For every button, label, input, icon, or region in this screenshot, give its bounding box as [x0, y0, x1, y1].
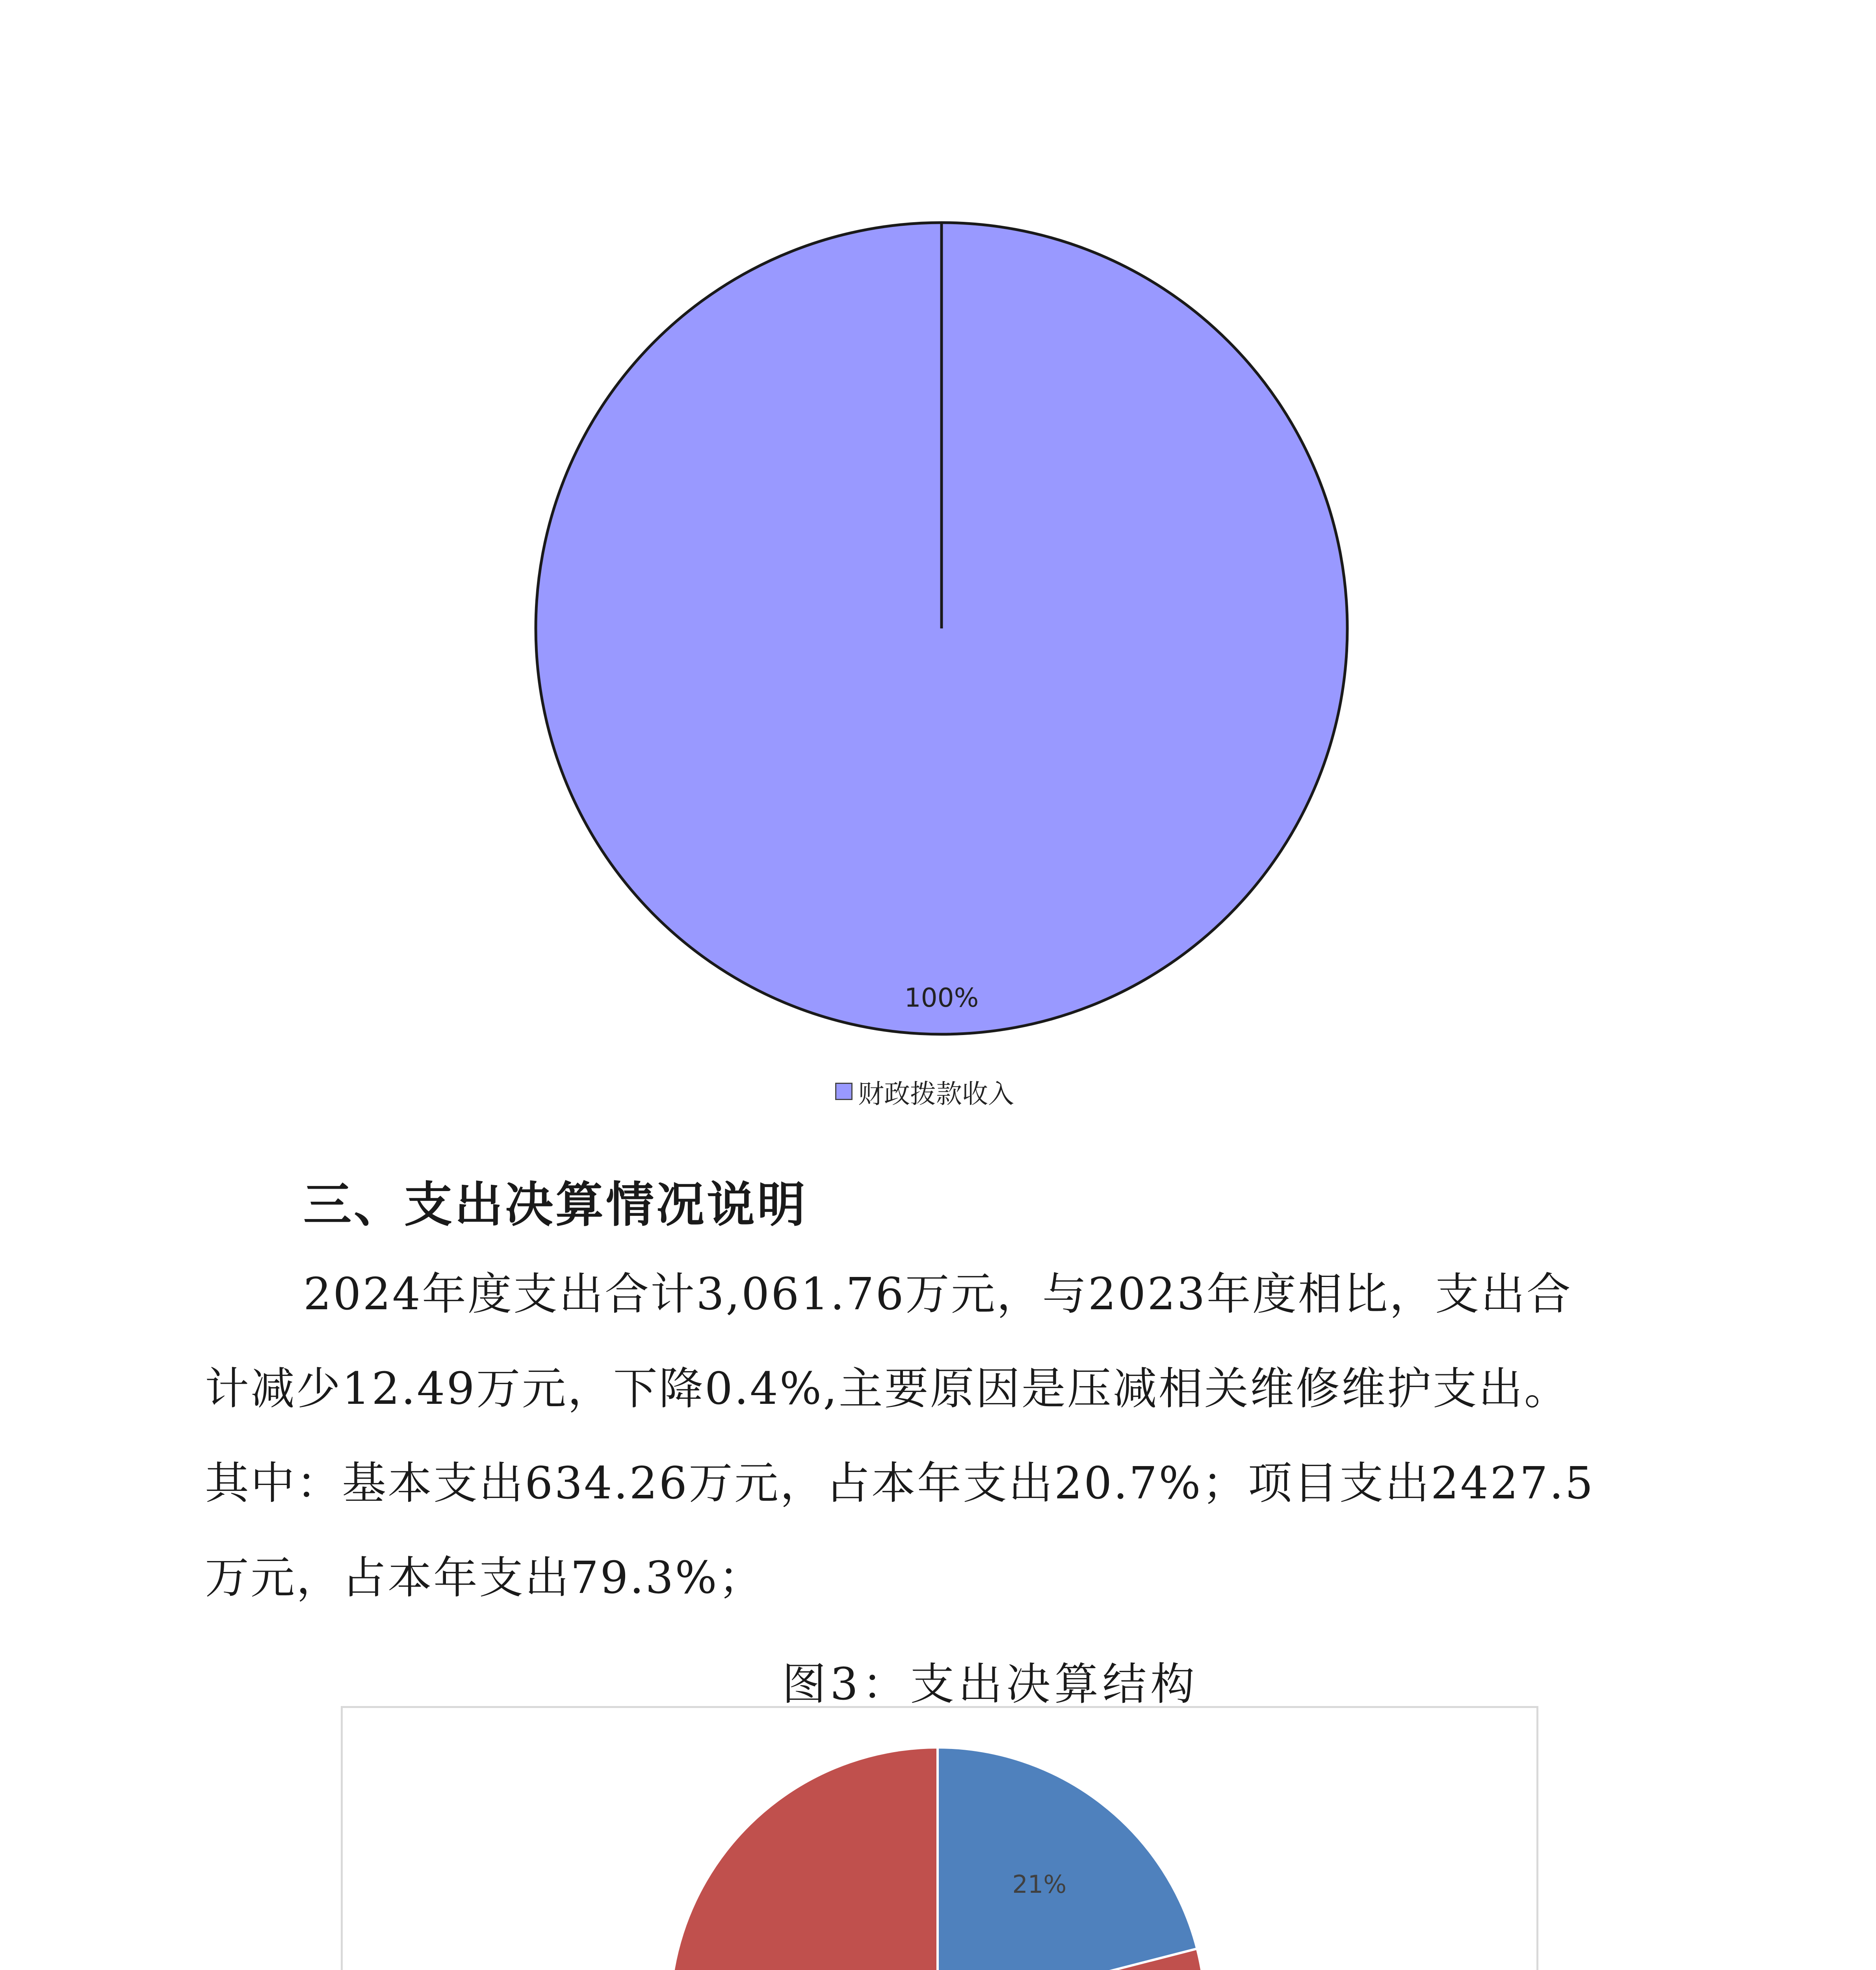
expenditure-pie-chart	[668, 1745, 1207, 1970]
expenditure-chart-frame	[341, 1706, 1538, 1970]
paragraph-line-3: 其中：基本支出634.26万元，占本年支出20.7%；项目支出2427.5	[205, 1458, 1595, 1509]
legend-label-fiscal-appropriation: 财政拨款收入	[858, 1078, 1014, 1109]
paragraph-line-1: 2024年度支出合计3,061.76万元，与2023年度相比，支出合	[303, 1269, 1572, 1320]
legend-swatch-fiscal-appropriation	[835, 1083, 853, 1100]
pie-slice-basic	[938, 1747, 1197, 1970]
figure-caption: 图3：支出决算结构	[782, 1659, 1199, 1710]
income-pie-legend	[835, 1076, 1014, 1107]
pie-data-label-fiscal-appropriation: 100%	[904, 983, 979, 1013]
income-pie-chart	[528, 215, 1355, 1042]
paragraph-line-2: 计减少12.49万元，下降0.4%,主要原因是压减相关维修维护支出。	[205, 1363, 1570, 1414]
pie-data-label-basic: 21%	[1012, 1870, 1067, 1899]
section-heading: 三、支出决算情况说明	[303, 1177, 808, 1233]
paragraph-line-4: 万元，占本年支出79.3%；	[205, 1552, 764, 1604]
